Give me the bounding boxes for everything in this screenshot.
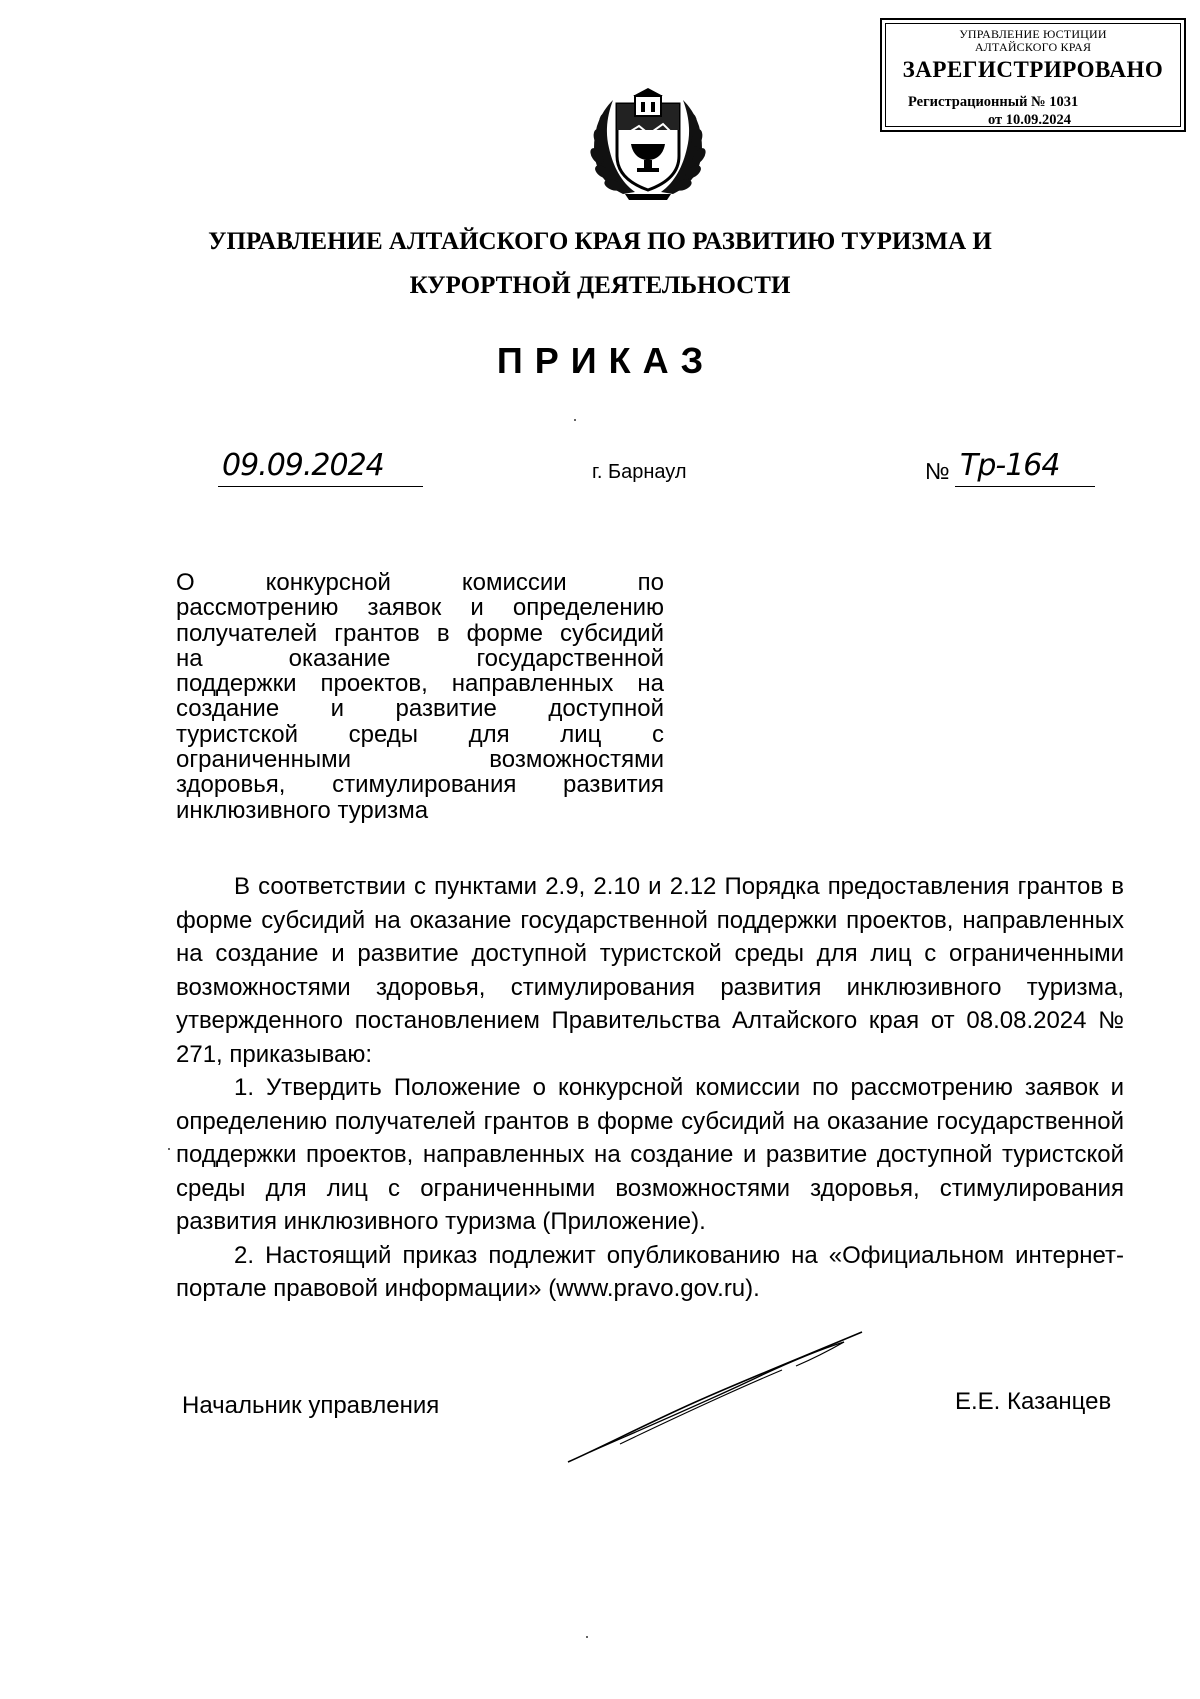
org-title-line2: КУРОРТНОЙ ДЕЯТЕЛЬНОСТИ xyxy=(409,272,791,299)
subject-line: получателей грантов в форме субсидий xyxy=(176,619,664,647)
order-number: Тр-164 xyxy=(960,448,1060,483)
scan-speck xyxy=(586,1636,588,1638)
handwritten-signature xyxy=(560,1320,880,1470)
stamp-title: ЗАРЕГИСТРИРОВАНО xyxy=(902,57,1164,82)
body-paragraph-preamble: В соответствии с пунктами 2.9, 2.10 и 2.12 Порядка предоставления грантов в форме субсидий на оказание государственной поддержки проектов, направленных на создание и развитие доступной туристской среды для лиц с ограниченными возможностями здоровья, стимулирования развития инклюзивного туризма, утвержденного постановлением Правительства Алтайского края от 08.08.2024 № 271, приказываю: xyxy=(176,873,1124,1068)
coat-of-arms-emblem xyxy=(583,86,713,206)
stamp-org-line2: АЛТАЙСКОГО КРАЯ xyxy=(974,40,1092,54)
body-paragraph-item-2: 2. Настоящий приказ подлежит опубликованию на «Официальном интернет-портале правовой информации» (www.pravo.gov.ru). xyxy=(176,1241,1124,1302)
number-sign: № xyxy=(925,458,950,484)
stamp-reg-date: от 10.09.2024 xyxy=(988,112,1072,128)
registration-stamp xyxy=(880,18,1186,132)
scan-speck xyxy=(574,419,576,421)
stamp-org-line1: УПРАВЛЕНИЕ ЮСТИЦИИ xyxy=(959,27,1107,41)
number-underline xyxy=(955,486,1095,487)
subject-line: создание и развитие доступной xyxy=(176,695,664,723)
subject-line: инклюзивного туризма xyxy=(176,796,429,824)
doc-type-title: ПРИКАЗ xyxy=(496,340,716,381)
scan-speck xyxy=(168,1148,170,1150)
subject-line: на оказание государственной xyxy=(176,644,664,672)
subject-line: поддержки проектов, направленных на xyxy=(176,670,664,698)
body-paragraph-item-1: 1. Утвердить Положение о конкурсной комиссии по рассмотрению заявок и определению получателей грантов в форме субсидий на оказание государственной поддержки проектов, направленных на создание и развитие доступной туристской среды для лиц с ограниченными возможностями здоровья, стимулирования развития инклюзивного туризма (Приложение). xyxy=(176,1074,1124,1235)
stamp-reg-number: Регистрационный № 1031 xyxy=(908,94,1079,110)
order-subject xyxy=(176,570,664,823)
subject-line: ограниченными возможностями xyxy=(176,746,664,774)
signatory-title: Начальник управления xyxy=(182,1392,440,1419)
subject-line: здоровья, стимулирования развития xyxy=(176,771,664,799)
order-date: 09.09.2024 xyxy=(222,448,384,483)
order-body xyxy=(176,870,1124,1306)
signatory-name: Е.Е. Казанцев xyxy=(955,1388,1112,1415)
date-underline xyxy=(218,486,423,487)
subject-line: О конкурсной комиссии по xyxy=(176,569,664,596)
org-title-line1: УПРАВЛЕНИЕ АЛТАЙСКОГО КРАЯ ПО РАЗВИТИЮ ТУРИЗМА И xyxy=(208,228,992,255)
city: г. Барнаул xyxy=(592,461,687,483)
subject-line: рассмотрению заявок и определению xyxy=(176,594,664,622)
subject-line: туристской среды для лиц с xyxy=(176,720,664,748)
